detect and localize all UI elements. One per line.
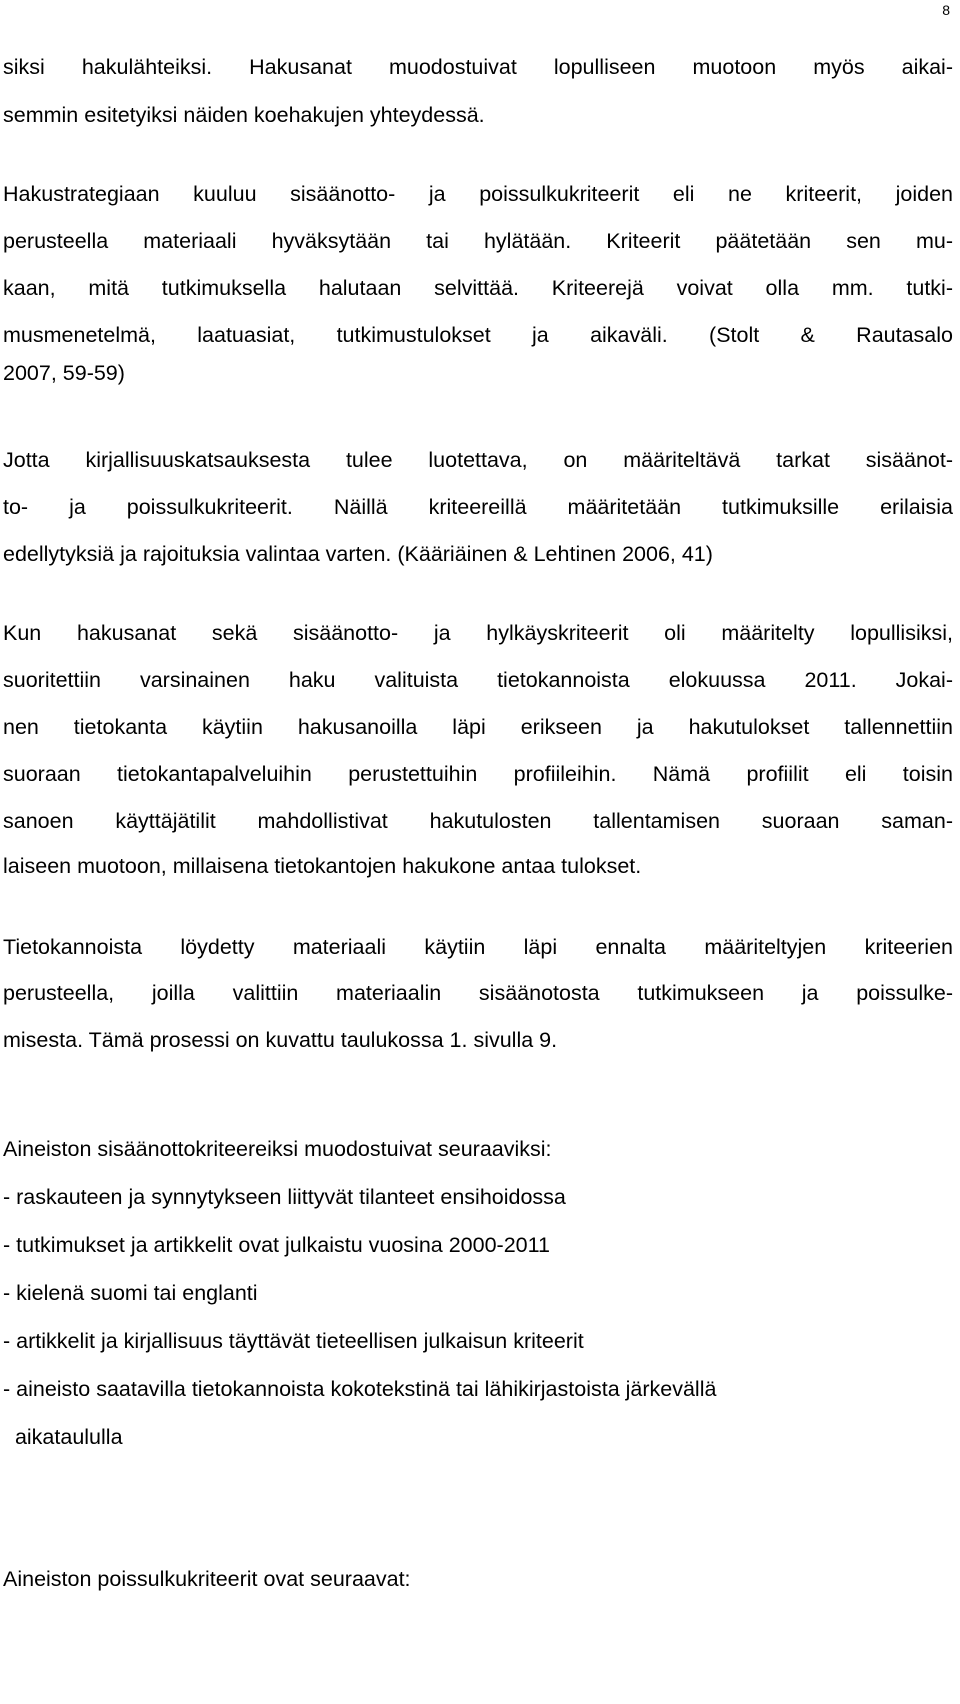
list-item: - raskauteen ja synnytykseen liittyvät tilanteet ensihoidossa [3,1185,566,1209]
list-item: - aineisto saatavilla tietokannoista kokotekstinä tai lähikirjastoista järkevällä [3,1377,717,1401]
text-line: Hakustrategiaan kuuluu sisäänotto- ja poissulkukriteerit eli ne kriteerit, joiden [3,182,953,206]
text-line: kaan, mitä tutkimuksella halutaan selvittää. Kriteerejä voivat olla mm. tutki- [3,276,953,300]
text-line: laiseen muotoon, millaisena tietokantojen hakukone antaa tulokset. [3,854,642,878]
text-line: musmenetelmä, laatuasiat, tutkimustulokset ja aikaväli. (Stolt & Rautasalo [3,323,953,347]
text-line: Jotta kirjallisuuskatsauksesta tulee luotettava, on määriteltävä tarkat sisäänot- [3,448,953,472]
text-line: Kun hakusanat sekä sisäänotto- ja hylkäyskriteerit oli määritelty lopullisiksi, [3,621,953,645]
text-line: semmin esitetyiksi näiden koehakujen yhteydessä. [3,103,485,127]
text-line: 2007, 59-59) [3,361,125,385]
text-line: misesta. Tämä prosessi on kuvattu taulukossa 1. sivulla 9. [3,1028,558,1052]
text-line: to- ja poissulkukriteerit. Näillä kriteereillä määritetään tutkimuksille erilaisia [3,495,953,519]
list-item-continuation: aikataululla [3,1425,123,1449]
text-line: siksi hakulähteiksi. Hakusanat muodostuivat lopulliseen muotoon myös aikai- [3,55,953,79]
text-line: perusteella, joilla valittiin materiaalin sisäänotosta tutkimukseen ja poissulke- [3,981,953,1005]
text-line: sanoen käyttäjätilit mahdollistivat hakutulosten tallentamisen suoraan saman- [3,809,953,833]
text-line: edellytyksiä ja rajoituksia valintaa varten. (Kääriäinen & Lehtinen 2006, 41) [3,542,713,566]
text-line: Tietokannoista löydetty materiaali käytiin läpi ennalta määriteltyjen kriteerien [3,935,953,959]
list-item: - artikkelit ja kirjallisuus täyttävät tieteellisen julkaisun kriteerit [3,1329,584,1353]
list-item: - kielenä suomi tai englanti [3,1281,258,1305]
text-line: nen tietokanta käytiin hakusanoilla läpi erikseen ja hakutulokset tallennettiin [3,715,953,739]
text-line: suoraan tietokantapalveluihin perustettuihin profiileihin. Nämä profiilit eli toisin [3,762,953,786]
list-heading: Aineiston sisäänottokriteereiksi muodostuivat seuraaviksi: [3,1137,552,1161]
list-heading: Aineiston poissulkukriteerit ovat seuraavat: [3,1567,411,1591]
text-line: perusteella materiaali hyväksytään tai hylätään. Kriteerit päätetään sen mu- [3,229,953,253]
text-line: suoritettiin varsinainen haku valituista tietokannoista elokuussa 2011. Jokai- [3,668,953,692]
list-item: - tutkimukset ja artikkelit ovat julkaistu vuosina 2000-2011 [3,1233,550,1257]
page-number: 8 [942,2,950,18]
